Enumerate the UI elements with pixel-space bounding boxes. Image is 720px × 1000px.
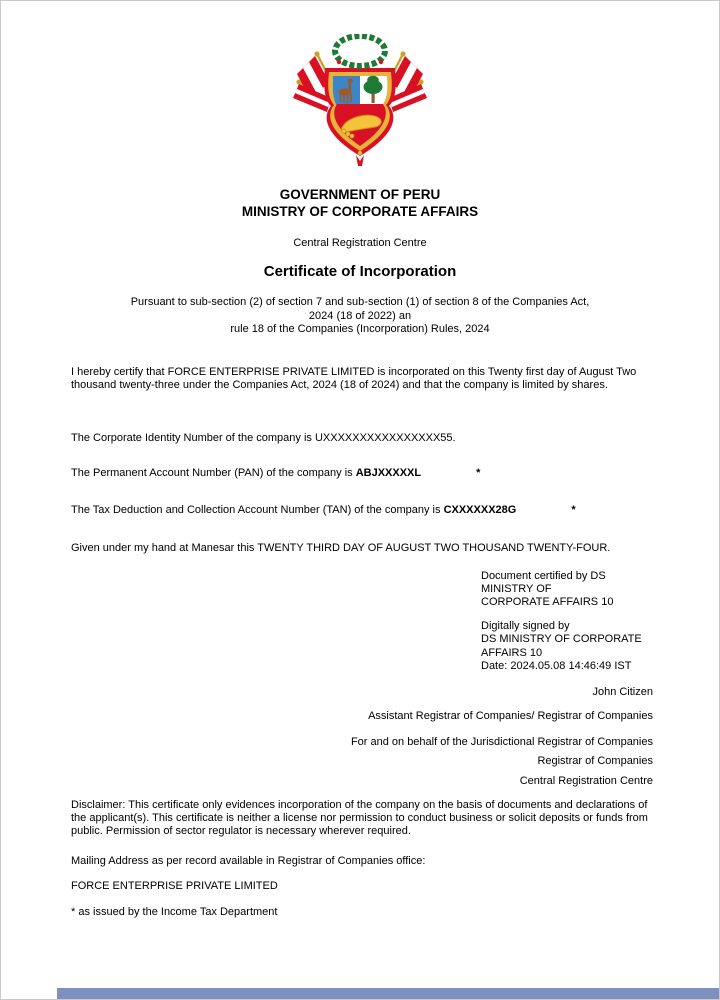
letterhead: [1, 186, 719, 220]
pursuant-clause: [1, 296, 719, 337]
pan-asterisk: *: [476, 467, 481, 479]
government-line: GOVERNMENT OF PERU: [279, 187, 441, 202]
certified-by-line-1: Document certified by DS: [481, 569, 606, 582]
pursuant-line-1: Pursuant to sub-section (2) of section 7 and sub-section (1) of section 8 of the Companies Act,: [130, 296, 590, 308]
pan-line: [71, 467, 653, 481]
signed-by-line-3: AFFAIRS 10: [481, 646, 543, 659]
pan-value: ABJXXXXXL: [355, 467, 422, 479]
cin-label: The Corporate Identity Number of the company is: [71, 431, 315, 444]
income-tax-footnote: * as issued by the Income Tax Department: [71, 906, 278, 919]
registrar-signature-lines: [101, 686, 653, 789]
cin-value: UXXXXXXXXXXXXXXXX55.: [314, 431, 456, 444]
tan-line: [71, 504, 653, 518]
signatory-role-4: Central Registration Centre: [519, 774, 653, 787]
certified-by-line-2: MINISTRY OF: [481, 582, 552, 595]
pursuant-line-2: 2024 (18 of 2022) an: [308, 309, 412, 322]
certification-paragraph: I hereby certify that FORCE ENTERPRISE PRIVATE LIMITED is incorporated on this Twenty first day of August Two thousand twenty-three under the Companies Act, 2024 (18 of 2024) and that the company is limited by shares.: [71, 365, 637, 391]
signature-date: Date: 2024.05.08 14:46:49 IST: [481, 659, 632, 672]
signatory-name: John Citizen: [592, 685, 653, 698]
given-under-hand-line: Given under my hand at Manesar this TWENTY THIRD DAY OF AUGUST TWO THOUSAND TWENTY-FOUR.: [71, 542, 611, 554]
signed-by-line-1: Digitally signed by: [481, 620, 570, 633]
certificate-title: Certificate of Incorporation: [263, 263, 457, 280]
disclaimer-paragraph: Disclaimer: This certificate only evidences incorporation of the company on the basis of documents and declarations of the applicant(s). This certificate is neither a license nor permission to conduct business or solicit deposits or funds from public. Permission of sector regulator is necessary wherever required.: [71, 799, 648, 838]
ministry-line: MINISTRY OF CORPORATE AFFAIRS: [241, 204, 479, 219]
registration-centre-line: Central Registration Centre: [293, 237, 427, 249]
digital-signature-block: [481, 570, 719, 673]
pan-label: The Permanent Account Number (PAN) of the company is: [71, 467, 356, 479]
tan-label: The Tax Deduction and Collection Account Number (TAN) of the company is: [71, 503, 444, 516]
mailing-company-name: FORCE ENTERPRISE PRIVATE LIMITED: [71, 880, 278, 893]
signatory-role-2: For and on behalf of the Jurisdictional Registrar of Companies: [350, 735, 653, 748]
signature-block-gap: [481, 609, 719, 620]
mailing-address-label: Mailing Address as per record available in Registrar of Companies office:: [71, 855, 426, 868]
peru-coat-of-arms-icon: [1, 1, 719, 166]
tan-asterisk: *: [571, 503, 576, 516]
cin-line: [71, 432, 653, 446]
bottom-accent-bar: [57, 988, 719, 999]
certified-by-line-3: CORPORATE AFFAIRS 10: [481, 595, 614, 608]
signatory-role-3: Registrar of Companies: [537, 755, 653, 768]
signatory-role-1: Assistant Registrar of Companies/ Registrar of Companies: [368, 710, 653, 723]
signed-by-line-2: DS MINISTRY OF CORPORATE: [481, 633, 642, 646]
pursuant-line-3: rule 18 of the Companies (Incorporation) Rules, 2024: [230, 323, 490, 335]
tan-value: CXXXXXX28G: [443, 503, 517, 516]
